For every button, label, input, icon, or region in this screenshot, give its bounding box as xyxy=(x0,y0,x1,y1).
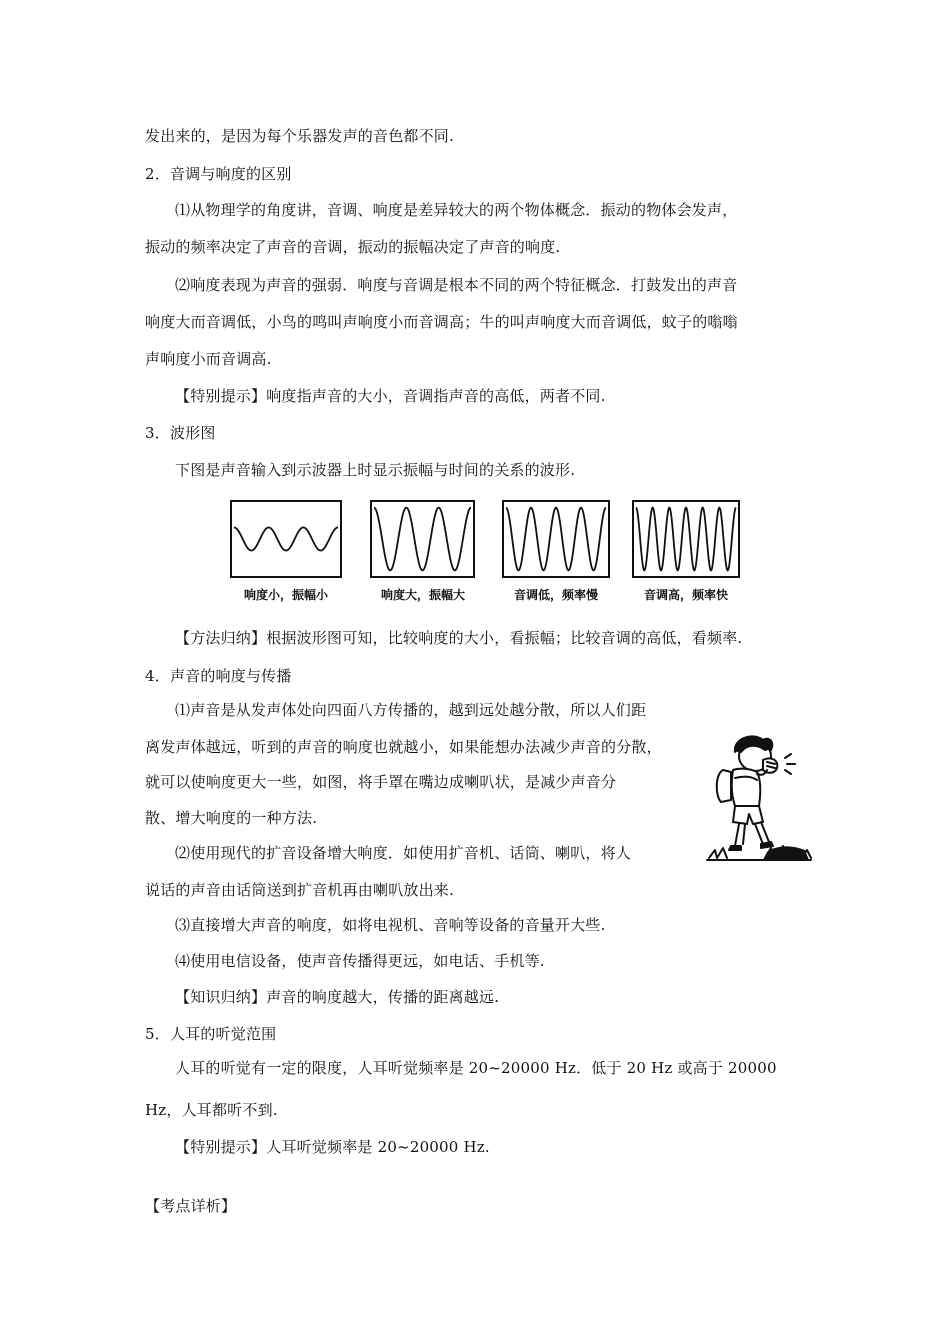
section-heading: 【考点详析】 xyxy=(145,1197,237,1215)
section-heading: 3．波形图 xyxy=(145,424,216,442)
waveform-frame xyxy=(503,501,609,577)
section-heading: 2．音调与响度的区别 xyxy=(145,165,292,183)
waveform-small-amplitude xyxy=(230,500,342,578)
waveform-caption: 响度大，振幅大 xyxy=(380,588,465,602)
waveform-low-frequency xyxy=(502,500,610,578)
text-line: 响度大而音调低，小鸟的鸣叫声响度小而音调高；牛的叫声响度大而音调低，蚊子的嗡嗡 xyxy=(145,313,738,331)
waveform-panel xyxy=(370,500,475,578)
text-line: 说话的声音由话筒送到扩音机再由喇叭放出来. xyxy=(145,881,454,899)
text-line: ⑶直接增大声音的响度，如将电视机、音响等设备的音量开大些. xyxy=(175,916,606,934)
waveform-caption: 音调高，频率快 xyxy=(643,588,728,602)
section-heading: 5．人耳的听觉范围 xyxy=(145,1025,277,1043)
waveform-caption: 音调低，频率慢 xyxy=(513,588,598,602)
waveform-curve xyxy=(636,508,736,571)
waveform-caption: 响度小，振幅小 xyxy=(243,588,328,602)
waveform-panel xyxy=(230,500,342,578)
text-line: ⑵使用现代的扩音设备增大响度．如使用扩音机、话筒、喇叭，将人 xyxy=(175,844,632,862)
waveform-panel xyxy=(632,500,740,578)
text-line: ⑴声音是从发声体处向四面八方传播的，越到远处越分散，所以人们距 xyxy=(175,701,647,719)
waveform-high-frequency xyxy=(632,500,740,578)
section-heading: 4．声音的响度与传播 xyxy=(145,667,292,685)
text-line: 发出来的，是因为每个乐器发声的音色都不同. xyxy=(145,127,454,145)
text-line: 下图是声音输入到示波器上时显示振幅与时间的关系的波形. xyxy=(175,461,576,479)
waveform-curve xyxy=(506,508,606,571)
knowledge-line: 【知识归纳】声音的响度越大，传播的距离越远. xyxy=(175,988,500,1006)
waveform-curve xyxy=(234,527,338,550)
text-line: 人耳的听觉有一定的限度，人耳听觉频率是 20~20000 Hz．低于 20 Hz 或高于 20000 xyxy=(175,1059,777,1077)
waveform-panel xyxy=(502,500,610,578)
waveform-figure xyxy=(230,500,750,610)
method-line: 【方法归纳】根据波形图可知，比较响度的大小，看振幅；比较音调的高低，看频率. xyxy=(175,629,743,647)
text-line: 离发声体越远，听到的声音的响度也就越小，如果能想办法减少声音的分散， xyxy=(145,738,662,756)
waveform-large-amplitude xyxy=(370,500,475,578)
text-line: ⑴从物理学的角度讲，音调、响度是差异较大的两个物体概念．振动的物体会发声， xyxy=(175,201,738,219)
tip-line: 【特别提示】人耳听觉频率是 20~20000 Hz. xyxy=(175,1138,490,1156)
text-line: ⑵响度表现为声音的强弱．响度与音调是根本不同的两个特征概念．打鼓发出的声音 xyxy=(175,276,738,294)
text-line: 振动的频率决定了声音的音调，振动的振幅决定了声音的响度. xyxy=(145,238,561,256)
shouting-person-illustration xyxy=(705,730,813,865)
text-line: Hz，人耳都听不到. xyxy=(145,1101,278,1119)
text-line: ⑷使用电信设备，使声音传播得更远，如电话、手机等. xyxy=(175,952,545,970)
text-line: 就可以使响度更大一些，如图，将手罩在嘴边成喇叭状，是减少声音分 xyxy=(145,773,617,791)
text-line: 散、增大响度的一种方法. xyxy=(145,809,318,827)
tip-line: 【特别提示】响度指声音的大小，音调指声音的高低，两者不同. xyxy=(175,387,606,405)
waveform-curve xyxy=(374,508,471,571)
waveform-frame xyxy=(231,501,341,577)
text-line: 声响度小而音调高. xyxy=(145,350,272,368)
